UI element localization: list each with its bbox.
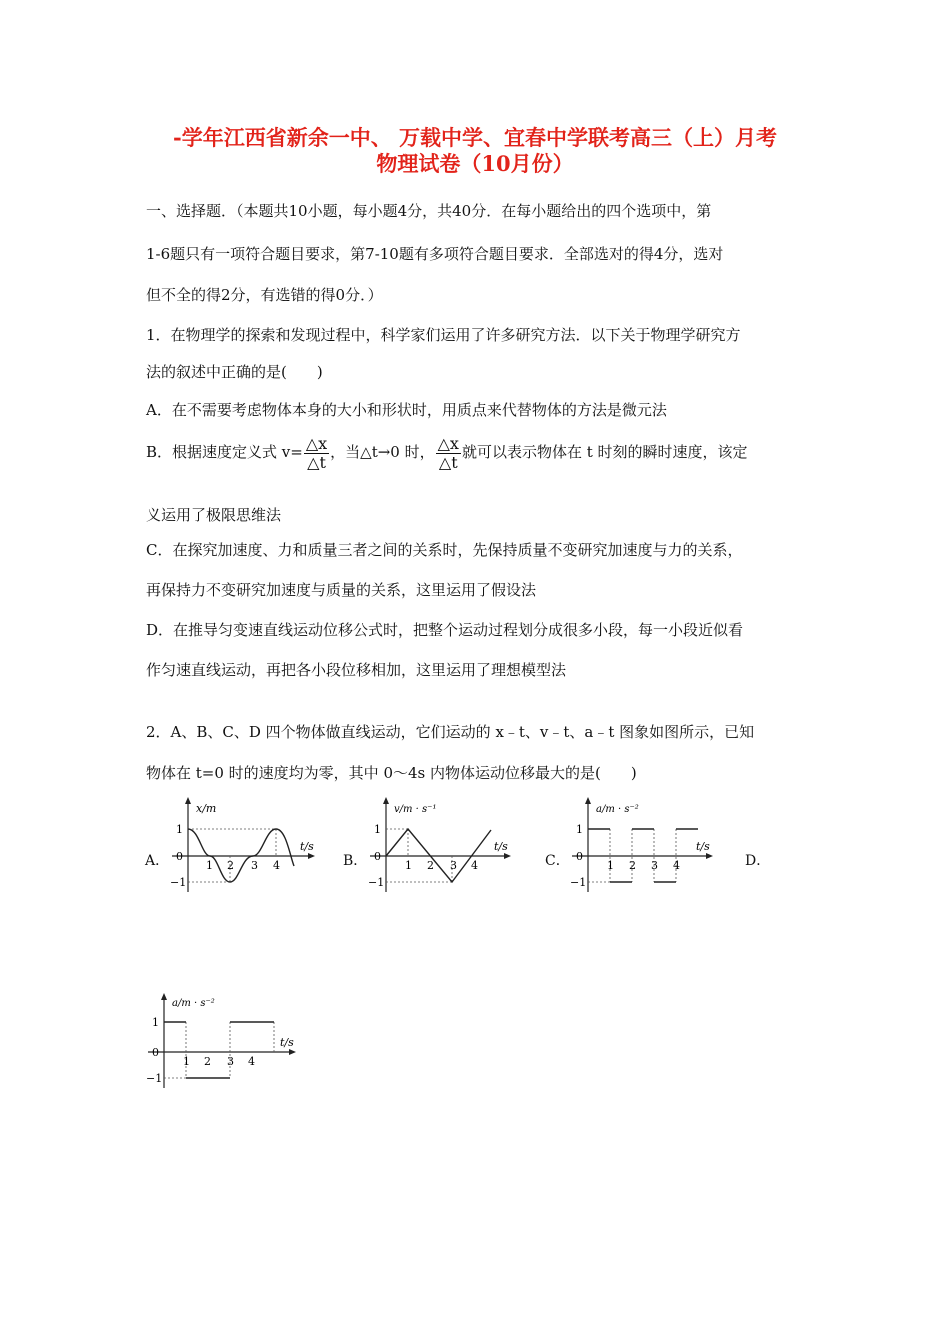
section-instructions-1: 一、选择题．（本题共10小题，每小题4分，共40分．在每小题给出的四个选项中，第 <box>146 202 712 220</box>
graph-a-y-neg: −1 <box>170 876 187 889</box>
fraction-dx-dt <box>304 435 329 472</box>
graph-b-y-zero: 0 <box>374 850 381 863</box>
q2-option-c-label: C． <box>545 853 570 869</box>
graph-c-tick-1: 1 <box>607 859 614 872</box>
q1-option-d-2: 作匀速直线运动，再把各小段位移相加，这里运用了理想模型法 <box>146 661 567 679</box>
q2-option-a-label: A． <box>145 853 170 869</box>
section-instructions-3: 但不全的得2分，有选错的得0分．） <box>146 286 383 304</box>
q2-option-b-label: B． <box>343 853 368 869</box>
graph-a-xlabel: t/s <box>300 840 314 853</box>
q2-stem-1: 2．A、B、C、D 四个物体做直线运动，它们运动的 x﹣t、v﹣t、a﹣t 图象如图所示，已知 <box>146 723 755 741</box>
fraction-numerator: △x <box>305 433 328 453</box>
graph-b-xlabel: t/s <box>494 840 508 853</box>
graph-c-y-neg: −1 <box>570 876 587 889</box>
graph-d-tick-2: 2 <box>204 1055 211 1068</box>
graph-d-tick-4: 4 <box>248 1055 255 1068</box>
graph-a-y-zero: 0 <box>176 850 183 863</box>
graph-c-xlabel: t/s <box>696 840 710 853</box>
graph-d-ylabel: a/m · s⁻² <box>172 998 215 1009</box>
section-instructions-2: 1-6题只有一项符合题目要求，第7-10题有多项符合题目要求．全部选对的得4分，选对 <box>146 245 724 263</box>
fraction-denominator: △t <box>307 452 326 472</box>
graph-b-tick-2: 2 <box>427 859 434 872</box>
q1-stem-1: 1．在物理学的探索和发现过程中，科学家们运用了许多研究方法．以下关于物理学研究方 <box>146 326 741 344</box>
graph-d-y-pos: 1 <box>152 1016 159 1029</box>
graph-a-ylabel: x/m <box>196 802 217 815</box>
q1-option-b-prefix: B．根据速度定义式 v= <box>146 443 303 461</box>
exam-title-line2: 物理试卷（10月份） <box>376 151 574 176</box>
graph-a-tick-3: 3 <box>251 859 258 872</box>
graph-c-at <box>568 796 728 896</box>
graph-b-y-neg: −1 <box>368 876 385 889</box>
graph-d-tick-3: 3 <box>227 1055 234 1068</box>
fraction-denominator-2: △t <box>438 452 458 472</box>
graph-b-vt <box>366 796 526 896</box>
q1-option-c-1: C．在探究加速度、力和质量三者之间的关系时，先保持质量不变研究加速度与力的关系， <box>146 541 743 559</box>
graph-c-tick-2: 2 <box>629 859 636 872</box>
graph-b-y-pos: 1 <box>374 823 381 836</box>
fraction-dx-dt-2 <box>436 435 461 472</box>
graph-b-tick-1: 1 <box>405 859 412 872</box>
fraction-numerator-2: △x <box>437 433 459 453</box>
q1-option-c-2: 再保持力不变研究加速度与质量的关系，这里运用了假设法 <box>146 581 537 599</box>
q1-option-b <box>146 432 748 472</box>
q1-option-a: A．在不需要考虑物体本身的大小和形状时，用质点来代替物体的方法是微元法 <box>146 401 667 419</box>
graph-a-tick-2: 2 <box>227 859 234 872</box>
q1-option-b-suffix: 就可以表示物体在 t 时刻的瞬时速度，该定 <box>461 443 748 461</box>
graph-b-ylabel: v/m · s⁻¹ <box>394 804 437 815</box>
q1-option-d-1: D．在推导匀变速直线运动位移公式时，把整个运动过程划分成很多小段，每一小段近似看 <box>146 621 744 639</box>
q1-option-b-middle: ，当△t→0 时， <box>330 443 435 461</box>
q1-option-b-cont: 义运用了极限思维法 <box>146 506 282 524</box>
graph-c-y-pos: 1 <box>576 823 583 836</box>
graph-a-xt <box>168 796 328 896</box>
graph-a-tick-1: 1 <box>206 859 213 872</box>
graph-c-tick-4: 4 <box>673 859 680 872</box>
q1-stem-2: 法的叙述中正确的是( ) <box>146 363 323 381</box>
graph-b-tick-3: 3 <box>450 859 457 872</box>
graph-d-y-neg: −1 <box>146 1072 163 1085</box>
graph-a-tick-4: 4 <box>273 859 280 872</box>
graph-a-y-pos: 1 <box>176 823 183 836</box>
graph-d-tick-1: 1 <box>183 1055 190 1068</box>
graph-c-tick-3: 3 <box>651 859 658 872</box>
graph-d-xlabel: t/s <box>280 1036 294 1049</box>
q2-stem-2: 物体在 t=0 时的速度均为零，其中 0～4s 内物体运动位移最大的是( ) <box>146 764 637 782</box>
graph-c-ylabel: a/m · s⁻² <box>596 804 639 815</box>
graph-d-y-zero: 0 <box>152 1046 159 1059</box>
q2-option-d-label: D． <box>745 853 771 869</box>
graph-d-at <box>144 992 304 1092</box>
graph-b-tick-4: 4 <box>471 859 478 872</box>
graph-c-y-zero: 0 <box>576 850 583 863</box>
exam-title-line1: -学年江西省新余一中、 万载中学、宜春中学联考高三（上）月考 <box>172 125 778 150</box>
graph-d-steps <box>164 1022 274 1078</box>
